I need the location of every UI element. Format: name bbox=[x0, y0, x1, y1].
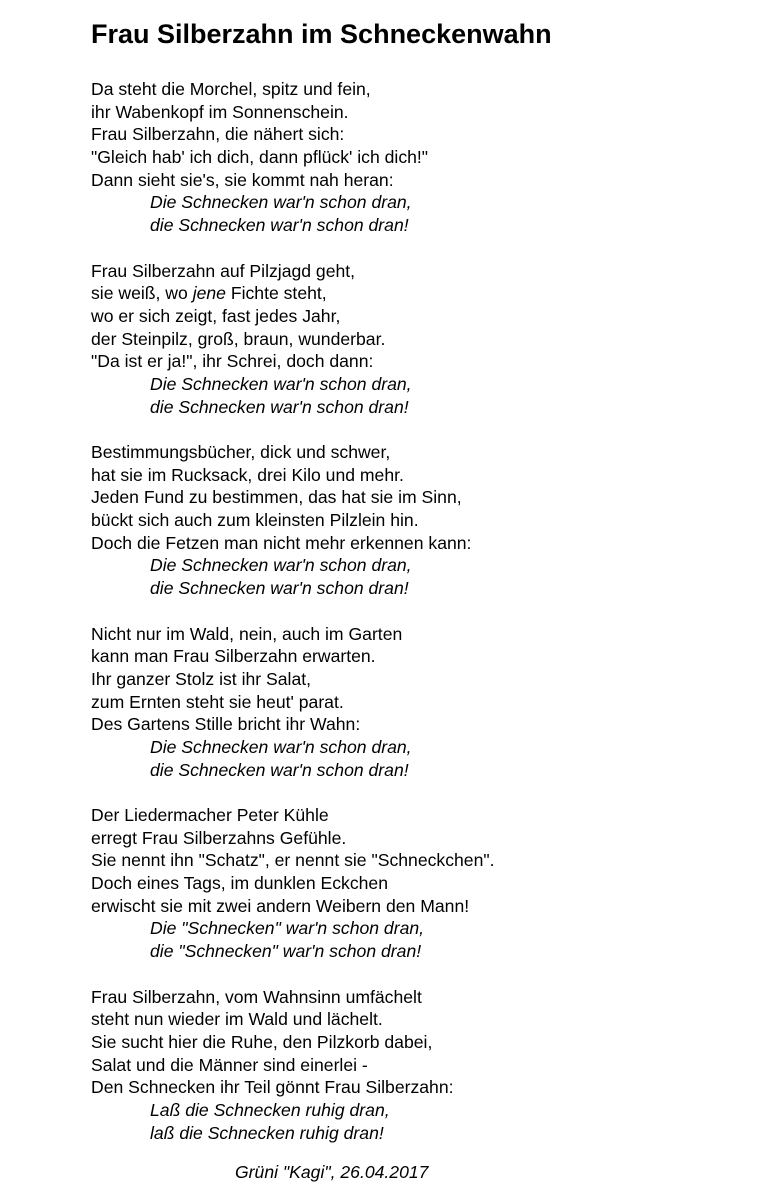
verse-line: Den Schnecken ihr Teil gönnt Frau Silberzahn: bbox=[91, 1077, 454, 1098]
verse-line: Bestimmungsbücher, dick und schwer, bbox=[91, 442, 391, 462]
refrain-line: laß die Schnecken ruhig dran! bbox=[150, 1122, 384, 1143]
verse-line: steht nun wieder im Wald und lächelt. bbox=[91, 1009, 383, 1030]
refrain-line: Laß die Schnecken ruhig dran, bbox=[150, 1099, 390, 1120]
verse-line: kann man Frau Silberzahn erwarten. bbox=[91, 646, 376, 667]
verse-line: Sie nennt ihn "Schatz", er nennt sie "Schneckchen". bbox=[91, 850, 495, 871]
verse-line: Nicht nur im Wald, nein, auch im Garten bbox=[91, 623, 403, 644]
refrain-line: die "Schnecken" war'n schon dran! bbox=[150, 941, 422, 962]
verse-text: Fichte steht, bbox=[225, 283, 327, 304]
refrain-line: die Schnecken war'n schon dran! bbox=[150, 578, 409, 599]
verse-line: Dann sieht sie's, sie kommt nah heran: bbox=[91, 169, 394, 190]
stanza bbox=[91, 804, 751, 963]
verse-line: der Steinpilz, groß, braun, wunderbar. bbox=[91, 328, 386, 349]
poem-title: Frau Silberzahn im Schneckenwahn bbox=[91, 19, 552, 49]
refrain-line: Die Schnecken war'n schon dran, bbox=[150, 373, 412, 394]
author-signature: Grüni "Kagi", 26.04.2017 bbox=[235, 1162, 429, 1182]
verse-line: erwischt sie mit zwei andern Weibern den Mann! bbox=[91, 895, 470, 916]
stanza bbox=[91, 441, 751, 600]
verse-line: "Da ist er ja!", ihr Schrei, doch dann: bbox=[91, 351, 374, 372]
verse-line: ihr Wabenkopf im Sonnenschein. bbox=[91, 101, 349, 122]
verse-line: Ihr ganzer Stolz ist ihr Salat, bbox=[91, 668, 312, 689]
stanza bbox=[91, 78, 751, 237]
verse-line: Sie sucht hier die Ruhe, den Pilzkorb dabei, bbox=[91, 1031, 433, 1052]
verse-line: Doch eines Tags, im dunklen Eckchen bbox=[91, 873, 388, 894]
verse-text: sie weiß, wo bbox=[91, 283, 193, 304]
verse-line: Frau Silberzahn, vom Wahnsinn umfächelt bbox=[91, 986, 422, 1007]
stanza bbox=[91, 260, 751, 419]
refrain-line: Die Schnecken war'n schon dran, bbox=[150, 736, 412, 757]
refrain-line: die Schnecken war'n schon dran! bbox=[150, 215, 409, 236]
verse-line: Jeden Fund zu bestimmen, das hat sie im Sinn, bbox=[91, 487, 462, 508]
verse-line: erregt Frau Silberzahns Gefühle. bbox=[91, 827, 347, 848]
stanza bbox=[91, 986, 751, 1145]
verse-line: Frau Silberzahn, die nähert sich: bbox=[91, 124, 345, 145]
verse-line: Der Liedermacher Peter Kühle bbox=[91, 805, 329, 825]
poem-body bbox=[91, 78, 751, 1167]
stanza bbox=[91, 623, 751, 782]
verse-line bbox=[91, 282, 751, 305]
verse-line: bückt sich auch zum kleinsten Pilzlein hin. bbox=[91, 510, 419, 531]
verse-line: Da steht die Morchel, spitz und fein, bbox=[91, 79, 371, 99]
refrain-line: Die Schnecken war'n schon dran, bbox=[150, 555, 412, 576]
verse-line: Frau Silberzahn auf Pilzjagd geht, bbox=[91, 260, 356, 281]
verse-line: "Gleich hab' ich dich, dann pflück' ich dich!" bbox=[91, 147, 429, 168]
verse-line: Doch die Fetzen man nicht mehr erkennen kann: bbox=[91, 532, 472, 553]
verse-line: wo er sich zeigt, fast jedes Jahr, bbox=[91, 305, 341, 326]
verse-line: Salat und die Männer sind einerlei - bbox=[91, 1054, 368, 1075]
refrain-line: die Schnecken war'n schon dran! bbox=[150, 759, 409, 780]
emphasized-word: jene bbox=[192, 283, 226, 304]
verse-line: hat sie im Rucksack, drei Kilo und mehr. bbox=[91, 464, 404, 485]
refrain-line: Die "Schnecken" war'n schon dran, bbox=[150, 918, 425, 939]
refrain-line: die Schnecken war'n schon dran! bbox=[150, 396, 409, 417]
refrain-line: Die Schnecken war'n schon dran, bbox=[150, 192, 412, 213]
verse-line: zum Ernten steht sie heut' parat. bbox=[91, 691, 344, 712]
verse-line: Des Gartens Stille bricht ihr Wahn: bbox=[91, 714, 361, 735]
